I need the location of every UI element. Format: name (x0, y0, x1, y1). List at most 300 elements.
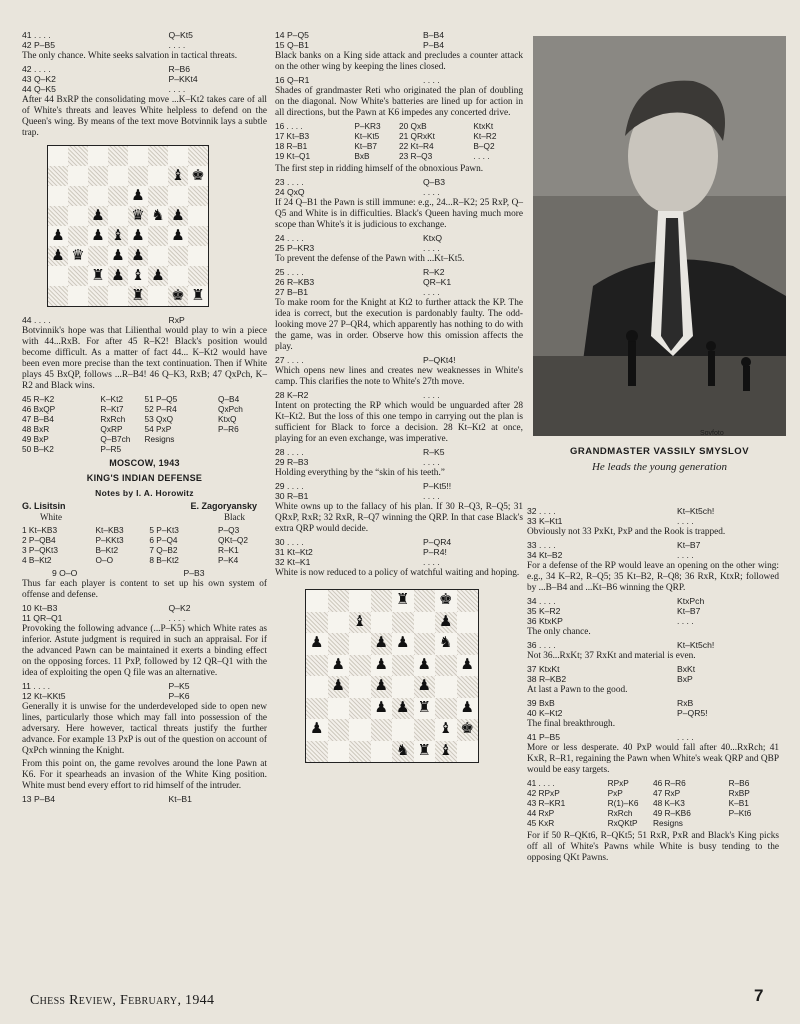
move-cell: 47 RxP (652, 788, 681, 798)
annotation: The first step in ridding himself of the obnoxious Pawn. (275, 164, 484, 174)
move-cell: 44 . . . . (22, 315, 51, 325)
black-rook-icon: ♜ (131, 287, 145, 304)
board-square (68, 246, 88, 266)
move-cell: 44 RxP (527, 808, 555, 818)
board-square (328, 698, 350, 720)
move-cell: Kt–B1 (168, 794, 192, 804)
move-cell: 35 K–R2 (527, 606, 561, 616)
move-cell: 9 O–O (52, 568, 78, 578)
black-pawn-icon: ♟ (171, 207, 185, 224)
board-square (349, 655, 371, 677)
move-cell: 25 . . . . (275, 267, 304, 277)
move-block (275, 177, 523, 197)
move-cell: . . . . (423, 287, 440, 297)
move-cell: KtxPch (677, 596, 705, 606)
board-square (148, 206, 168, 226)
board-square (48, 226, 68, 246)
annotation: To make room for the Knight at Kt2 to further attack the KP. The idea is correct, but the execution is pardonably faulty. The odd-looking move 27 P–QR4, which apparently has nothing to do with the game, was in order. Observe how this omission affects the play. (275, 298, 523, 352)
board-square (168, 206, 188, 226)
move-cell: BxKt (677, 664, 696, 674)
move-block (527, 664, 779, 684)
annotation: Generally it is unwise for the underdeveloped side to open new lines, particularly those which may fall into possession of the adversary. Here however, tactical threats justify the further advance. For example 13 PxP is out of the question on account of QxPch winning the Knight. (22, 702, 267, 756)
move-cell: Kt–Kt5ch! (677, 640, 715, 650)
board-square (457, 719, 479, 741)
move-cell: Kt–Kt5 (354, 131, 380, 141)
column-2 (275, 30, 523, 771)
black-pawn-icon: ♟ (460, 699, 474, 716)
board-square (88, 226, 108, 246)
move-cell: R(1)–K6 (607, 798, 639, 808)
black-pawn-icon: ♟ (374, 635, 388, 652)
move-cell: 45 KxR (527, 818, 555, 828)
white-player: G. Lisitsin (22, 501, 66, 511)
move-cell: 26 R–KB3 (275, 277, 315, 287)
move-cell: 1 Kt–KB3 (22, 525, 58, 535)
board-square (414, 676, 436, 698)
move-cell: P–R6 (217, 424, 239, 434)
board-square (88, 286, 108, 306)
annotation: The only chance. White seeks salvation in tactical threats. (22, 51, 238, 61)
board-square (392, 741, 414, 763)
move-cell: 24 . . . . (275, 233, 304, 243)
magazine-footer: Chess Review, February, 1944 (30, 993, 215, 1008)
board-square (306, 719, 328, 741)
board-square (168, 246, 188, 266)
board-square (148, 186, 168, 206)
board-square (168, 286, 188, 306)
move-cell: 16 Q–R1 (275, 75, 310, 85)
board-square (457, 741, 479, 763)
board-square (108, 186, 128, 206)
move-cell: 33 K–Kt1 (527, 516, 563, 526)
move-cell (144, 444, 218, 454)
board-square (349, 741, 371, 763)
move-cell: . . . . (423, 491, 440, 501)
move-cell (729, 818, 779, 828)
move-cell: 31 Kt–Kt2 (275, 547, 313, 557)
move-cell: P–K5 (168, 681, 190, 691)
move-cell: P–QKt4! (423, 355, 456, 365)
move-cell: P–KKt4 (168, 74, 198, 84)
board-square (108, 166, 128, 186)
board-square (68, 206, 88, 226)
board-square (148, 286, 168, 306)
board-square (88, 146, 108, 166)
move-cell: QxPch (217, 404, 243, 414)
move-cell: 42 RPxP (527, 788, 560, 798)
move-cell: P–K4 (217, 555, 239, 565)
board-square (188, 206, 208, 226)
move-cell: BxB (354, 151, 370, 161)
annotation: At last a Pawn to the good. (527, 685, 628, 695)
black-knight-icon: ♞ (151, 207, 165, 224)
board-square (414, 612, 436, 634)
move-cell: Kt–B7 (677, 540, 701, 550)
annotation: Thus far each player is content to set up his own system of offense and defense. (22, 579, 267, 600)
board-square (88, 166, 108, 186)
move-block (527, 506, 779, 526)
move-cell: KtxKt (473, 121, 494, 131)
black-pawn-icon: ♟ (310, 635, 324, 652)
board-square (306, 655, 328, 677)
move-cell: Q–K2 (168, 603, 191, 613)
board-square (148, 166, 168, 186)
board-square (414, 590, 436, 612)
board-square (414, 655, 436, 677)
black-label: Black (224, 512, 245, 522)
move-cell: BxP (677, 674, 693, 684)
move-cell: 43 Q–K2 (22, 74, 56, 84)
move-cell: 42 P–B5 (22, 40, 55, 50)
portrait-photo (533, 36, 786, 436)
move-block (22, 30, 267, 50)
board-square (392, 698, 414, 720)
annotation: The final breakthrough. (527, 719, 616, 729)
move-cell: 44 Q–K5 (22, 84, 56, 94)
board-square (108, 226, 128, 246)
board-square (128, 146, 148, 166)
board-square (392, 633, 414, 655)
move-cell: 30 R–B1 (275, 491, 309, 501)
black-pawn-icon: ♟ (51, 227, 65, 244)
annotation: Shades of grandmaster Reti who originated the plan of doubling on the diagonal. Now White's batteries are lined up for action in all directions, but the Pawn at K6 impedes any concerted drive. (275, 86, 523, 118)
board-square (168, 186, 188, 206)
notes-credit: Notes by I. A. Horowitz (95, 488, 194, 498)
black-queen-icon: ♛ (131, 207, 145, 224)
black-rook-icon: ♜ (91, 267, 105, 284)
black-pawn-icon: ♟ (374, 699, 388, 716)
move-cell: P–Q3 (217, 525, 240, 535)
black-pawn-icon: ♟ (151, 267, 165, 284)
annotation: More or less desperate. 40 PxP would fall after 40...RxRch; 41 KxR, R–R1, regaining the Pawn when White's weak QRP and QBP would be easy targets. (527, 743, 779, 775)
move-cell: 32 . . . . (527, 506, 556, 516)
move-cell: 39 BxB (527, 698, 555, 708)
board-square (371, 719, 393, 741)
board-square (68, 146, 88, 166)
move-cell: Kt–B7 (354, 141, 377, 151)
board-square (188, 146, 208, 166)
move-cell: KtxQ (423, 233, 443, 243)
move-cell: Q–B7ch (100, 434, 131, 444)
board-square (435, 633, 457, 655)
board-square (306, 612, 328, 634)
move-block (22, 315, 267, 325)
move-cell: B–Kt2 (95, 545, 119, 555)
black-knight-icon: ♞ (396, 742, 410, 759)
black-pawn-icon: ♟ (51, 247, 65, 264)
move-cell: 49 R–KB6 (652, 808, 691, 818)
move-cell: P–Kt5!! (423, 481, 452, 491)
move-block (527, 698, 779, 718)
move-block (527, 640, 779, 650)
move-cell: 11 . . . . (22, 681, 51, 691)
annotation: Obviously not 33 PxKt, PxP and the Rook is trapped. (527, 527, 726, 537)
move-cell: P–K6 (168, 691, 190, 701)
annotation: If 24 Q–B1 the Pawn is still immune: e.g., 24...R–K2; 25 RxP, Q–Q5 and White is in difficulties. Black's Queen having much more scope than White's it is judicious to exchange. (275, 198, 523, 230)
annotation: Black banks on a King side attack and precludes a counter attack on the other wing by keeping the lines closed. (275, 51, 523, 72)
move-cell: 45 R–K2 (22, 394, 55, 404)
move-cell: Resigns (144, 434, 175, 444)
move-cell: 6 P–Q4 (149, 535, 178, 545)
move-cell: 33 . . . . (527, 540, 556, 550)
black-rook-icon: ♜ (191, 287, 205, 304)
move-cell: QKt–Q2 (217, 535, 248, 545)
black-pawn-icon: ♟ (439, 613, 453, 630)
move-block (22, 603, 267, 623)
black-bishop-icon: ♝ (131, 267, 145, 284)
board-square (414, 719, 436, 741)
black-pawn-icon: ♟ (396, 635, 410, 652)
move-cell: 46 BxQP (22, 404, 56, 414)
move-cell: Kt–KB3 (95, 525, 124, 535)
board-square (414, 741, 436, 763)
move-cell: 4 B–Kt2 (22, 555, 52, 565)
move-cell: 15 Q–B1 (275, 40, 309, 50)
move-cell: 29 R–B3 (275, 457, 309, 467)
board-square (435, 719, 457, 741)
board-square (168, 146, 188, 166)
black-pawn-icon: ♟ (91, 207, 105, 224)
move-cell: RPxP (607, 778, 629, 788)
board-square (457, 655, 479, 677)
annotation: White owns up to the fallacy of his plan. If 30 R–Q3, R–Q5; 31 QRxP, RxR; 32 RxR, R–Q7 winning the QRP. In that case Black's extra QRP would decide. (275, 502, 523, 534)
black-player: E. Zagoryansky (190, 501, 257, 511)
move-block (22, 681, 267, 701)
black-pawn-icon: ♟ (331, 656, 345, 673)
move-cell: R–K5 (423, 447, 445, 457)
move-cell: RxRch (607, 808, 633, 818)
annotation: The only chance. (527, 627, 591, 637)
move-cell: 24 QxQ (275, 187, 305, 197)
black-knight-icon: ♞ (439, 635, 453, 652)
move-cell: . . . . (423, 390, 440, 400)
move-block (22, 64, 267, 94)
move-cell: 23 . . . . (275, 177, 304, 187)
board-square (306, 676, 328, 698)
black-pawn-icon: ♟ (131, 187, 145, 204)
black-pawn-icon: ♟ (396, 699, 410, 716)
move-cell: 49 BxP (22, 434, 49, 444)
board-square (328, 633, 350, 655)
column-1 (22, 30, 267, 805)
move-cell: 12 Kt–KKt5 (22, 691, 66, 701)
move-cell: 25 P–KR3 (275, 243, 315, 253)
black-pawn-icon: ♟ (131, 227, 145, 244)
board-square (128, 246, 148, 266)
move-cell: RxP (168, 315, 185, 325)
move-block (275, 75, 523, 85)
black-bishop-icon: ♝ (111, 227, 125, 244)
move-cell: 20 QxB (398, 121, 427, 131)
annotation: Botvinnik's hope was that Lilienthal would play to win a piece with 44...RxB. For after 45 R–K2! Black's position would become difficult. As a matter of fact 44... K–Kt2 would have been even more precise than the text continuation. Then if White plays 45 BxQP, follows ...R–B4! 46 Q–K3, RxB; 47 QxPch, K–R2 and Black wins. (22, 326, 267, 391)
move-cell: 10 Kt–B3 (22, 603, 58, 613)
board-square (168, 226, 188, 246)
move-cell: . . . . (423, 243, 440, 253)
move-cell: 28 K–R2 (275, 390, 309, 400)
board-square (371, 655, 393, 677)
board-square (371, 633, 393, 655)
move-cell: 40 K–Kt2 (527, 708, 563, 718)
opening-name: KING'S INDIAN DEFENSE (86, 473, 203, 483)
board-square (392, 590, 414, 612)
board-square (306, 633, 328, 655)
black-pawn-icon: ♟ (417, 656, 431, 673)
board-square (128, 206, 148, 226)
move-cell: 50 B–K2 (22, 444, 54, 454)
board-square (148, 266, 168, 286)
move-cell: QxRP (100, 424, 123, 434)
move-cell: 21 QRxKt (398, 131, 435, 141)
board-square (349, 719, 371, 741)
black-bishop-icon: ♝ (171, 167, 185, 184)
move-block (22, 568, 267, 578)
move-cell: . . . . (423, 457, 440, 467)
move-cell (218, 434, 267, 444)
black-bishop-icon: ♝ (439, 742, 453, 759)
black-king-icon: ♚ (191, 167, 205, 184)
move-cell: 51 P–Q5 (144, 394, 178, 404)
move-cell: 46 R–R6 (652, 778, 686, 788)
board-square (435, 698, 457, 720)
board-square (328, 612, 350, 634)
move-cell: 13 P–B4 (22, 794, 55, 804)
board-square (108, 266, 128, 286)
move-cell: 37 KtxKt (527, 664, 560, 674)
move-block (275, 30, 523, 50)
board-square (328, 655, 350, 677)
move-cell: 14 P–Q5 (275, 30, 309, 40)
move-table (275, 121, 523, 161)
board-square (108, 286, 128, 306)
board-square (68, 186, 88, 206)
move-cell: O–O (95, 555, 114, 565)
move-cell: P–R5 (100, 444, 122, 454)
board-square (168, 266, 188, 286)
move-cell: 34 Kt–B2 (527, 550, 563, 560)
move-cell: 47 B–B4 (22, 414, 54, 424)
move-cell: 29 . . . . (275, 481, 304, 491)
move-cell: 18 R–B1 (275, 141, 308, 151)
move-cell: B–Q2 (473, 141, 495, 151)
board-square (457, 590, 479, 612)
column-3 (527, 506, 779, 866)
move-cell: 22 Kt–R4 (398, 141, 434, 151)
board-square (306, 590, 328, 612)
board-square (457, 698, 479, 720)
move-cell: R–B6 (728, 778, 750, 788)
move-cell: 36 KtxKP (527, 616, 563, 626)
move-cell: QR–K1 (423, 277, 452, 287)
move-cell: 34 . . . . (527, 596, 556, 606)
move-cell: 42 . . . . (22, 64, 51, 74)
board-square (188, 266, 208, 286)
board-square (371, 676, 393, 698)
board-square (48, 166, 68, 186)
move-cell: R–B6 (168, 64, 190, 74)
move-cell: 2 P–QB4 (22, 535, 56, 545)
board-square (48, 186, 68, 206)
annotation: Which opens new lines and creates new weaknesses in White's camp. This clarifies the note to White's 27th move. (275, 366, 523, 387)
board-square (68, 226, 88, 246)
board-square (435, 655, 457, 677)
board-square (188, 246, 208, 266)
black-rook-icon: ♜ (417, 699, 431, 716)
board-square (88, 266, 108, 286)
board-square (108, 246, 128, 266)
board-square (188, 286, 208, 306)
move-cell: 11 QR–Q1 (22, 613, 63, 623)
move-cell: PxP (607, 788, 623, 798)
board-square (349, 698, 371, 720)
move-cell: 8 B–Kt2 (149, 555, 179, 565)
board-square (128, 186, 148, 206)
move-block (275, 390, 523, 400)
board-square (128, 166, 148, 186)
board-square (88, 206, 108, 226)
move-cell: 52 P–R4 (144, 404, 177, 414)
board-square (328, 719, 350, 741)
move-cell: . . . . (473, 151, 490, 161)
move-block (275, 537, 523, 567)
annotation: Intent on protecting the RP which would be unguarded after 28 Kt–Kt2. But the loss of this one tempo in carrying out the plan is sufficient for Black to force a decision. 28 Kt–Kt2 at once, playing for an even exchange, was imperative. (275, 401, 523, 444)
move-cell: 48 K–K3 (652, 798, 685, 808)
annotation: Holding everything by the “skin of his teeth.” (275, 468, 445, 478)
board-square (306, 741, 328, 763)
black-pawn-icon: ♟ (171, 227, 185, 244)
board-square (392, 719, 414, 741)
move-cell: 3 P–QKt3 (22, 545, 58, 555)
board-square (349, 633, 371, 655)
move-table (22, 394, 267, 454)
move-table (22, 525, 267, 565)
board-square (371, 590, 393, 612)
move-cell: K–B1 (728, 798, 749, 808)
board-square (349, 676, 371, 698)
move-block (527, 596, 779, 626)
board-square (128, 286, 148, 306)
move-cell: 43 R–KR1 (527, 798, 566, 808)
chess-diagram (47, 145, 209, 307)
move-cell: P–KR3 (354, 121, 381, 131)
annotation: For if 50 R–QKt6, R–QKt5; 51 RxR, PxR and Black's King picks off all of White's Pawns while White is busy tending to the opposing QKt Pawns. (527, 831, 779, 863)
move-cell: . . . . (423, 75, 440, 85)
move-cell: . . . . (677, 550, 694, 560)
move-cell: K–Kt2 (100, 394, 123, 404)
board-square (88, 246, 108, 266)
move-cell: 28 . . . . (275, 447, 304, 457)
board-square (128, 226, 148, 246)
move-cell: 27 B–B1 (275, 287, 308, 297)
board-square (328, 741, 350, 763)
annotation: White is now reduced to a policy of watchful waiting and hoping. (275, 568, 520, 578)
move-cell: R–Kt7 (100, 404, 124, 414)
move-cell: P–B4 (423, 40, 445, 50)
move-cell: 30 . . . . (275, 537, 304, 547)
move-cell: RxBP (728, 788, 750, 798)
black-rook-icon: ♜ (396, 592, 410, 609)
move-cell: Q–Kt5 (168, 30, 193, 40)
move-cell: 16 . . . . (275, 121, 303, 131)
board-square (48, 286, 68, 306)
move-cell: P–QR5! (677, 708, 708, 718)
chess-diagram (305, 589, 479, 763)
move-cell: Q–B3 (423, 177, 445, 187)
move-cell: Resigns (652, 818, 683, 828)
board-square (435, 590, 457, 612)
move-cell: RxB (677, 698, 694, 708)
board-square (128, 266, 148, 286)
photo-caption-subtitle: He leads the young generation (591, 461, 728, 473)
